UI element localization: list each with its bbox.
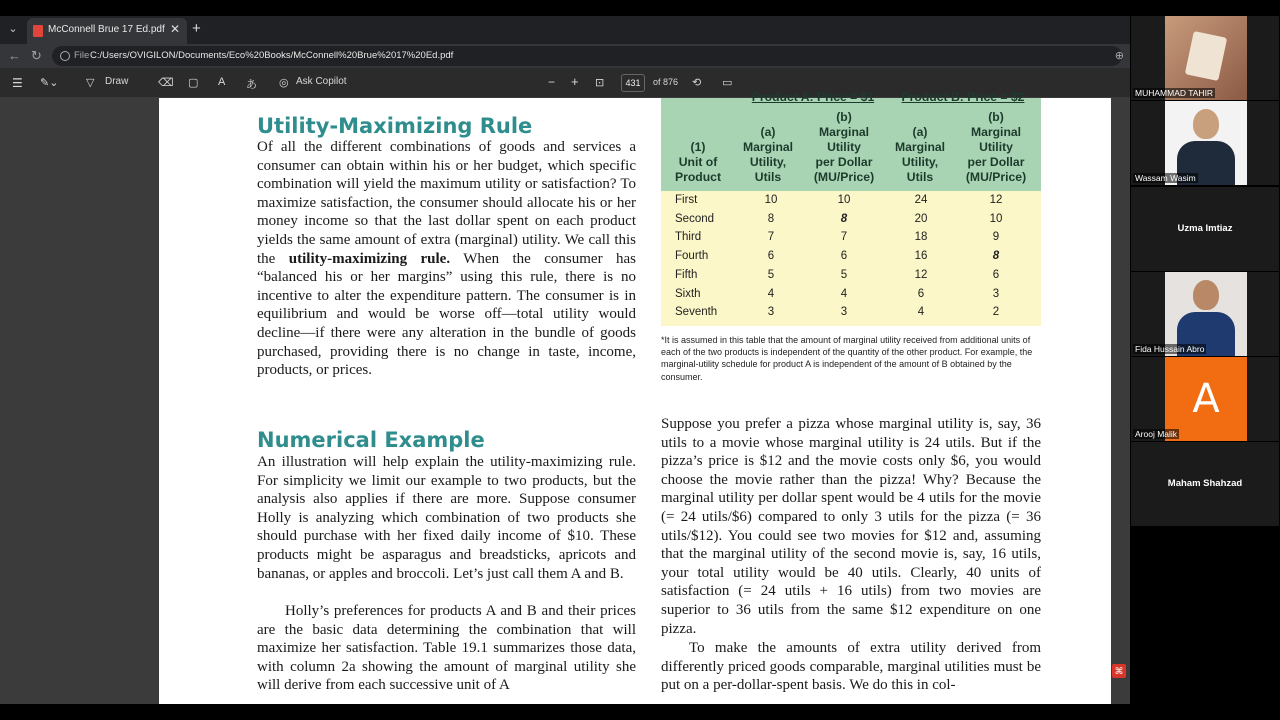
reload-icon[interactable]: ↻ [31, 48, 42, 63]
table-cell-b-mup: 12 [989, 194, 1003, 206]
table-cell-b-mu: 24 [914, 194, 928, 206]
pdf-file-icon [33, 25, 43, 37]
table-cell-a-mu: 5 [767, 268, 775, 281]
draw-button[interactable]: Draw [105, 76, 129, 87]
table-cell-b-mup: 2 [992, 306, 1000, 319]
paragraph-pizza-movie: Suppose you prefer a pizza whose marginal utility is, say, 36 utils to a movie whose marginal utility is 24 utils. But if the pizza’s price is $12 and the movie costs only $6, you would choose the movie rather than the pizza! Why? Because the marginal utility per dollar spent would be 4 utils for the movie (= 24 utils/$6) compared to only 3 utils for the pizza (= 36 utils/$12). You could see two movies for $12 and, assuming that the marginal utility of the second movie is, say, 16 utils, your total utility would be 40 utils. Clearly, 40 units of satisfaction (= 24 utils + 16 utils) from two movies are superior to 36 utils from the same $12 expenditure on one pizza. [661, 416, 1041, 637]
participant-name: Arooj Malik [1135, 429, 1178, 439]
table-cell-b-mu: 20 [914, 212, 928, 225]
ask-copilot-button[interactable]: Ask Copilot [296, 76, 347, 87]
participant-tile[interactable] [1131, 442, 1279, 526]
address-bar [0, 44, 1130, 68]
participant-name: Wassam Wasim [1135, 173, 1196, 183]
group-header-product-a: Product A: Price = $1 [751, 90, 875, 104]
eraser-icon[interactable]: ⌫ [158, 77, 174, 89]
participant-tile[interactable] [1131, 16, 1279, 100]
adobe-acrobat-icon[interactable]: ⌘ [1112, 664, 1126, 678]
bottom-bar [0, 704, 1280, 720]
participant-tile[interactable] [1131, 272, 1279, 356]
contents-icon[interactable]: ☰ [12, 76, 23, 90]
tab-bar [0, 16, 1130, 44]
col-header-b-mu: (a) Marginal Utility, Utils [894, 125, 946, 184]
table-cell-b-mup: 8 [992, 250, 1000, 263]
table-footnote: *It is assumed in this table that the amount of marginal utility received from additional units of each of the two products is independent of the quantity of the other product. For example, the marginal-utility schedule for product A is independent of the amount of B obtained by the consumer. [661, 335, 1033, 382]
participant-name: MUHAMMAD TAHIR [1135, 88, 1214, 98]
tab-search-icon[interactable]: ⌄ [8, 23, 18, 35]
table-cell-a-mu: 3 [767, 306, 775, 319]
participant-name: Fida Hussain Abro [1135, 344, 1205, 354]
draw-icon[interactable]: ▽ [86, 77, 95, 89]
paragraph-utility-rule: Of all the different combinations of goods and services a consumer can obtain within his or her budget, which specific combination will yield the maximum utility or satisfaction? To maximize satisfaction, the consumer should allocate his or her money income so that the last dollar spent on each product yields the same amount of extra (marginal) utility. We call this the utility-maximizing rule. When the consumer has “balanced his or her margins” using this rule, there is no incentive to alter the expenditure pattern. The consumer is in equilibrium and would be worse off—total utility would decline—if there were any alteration in the bundle of goods purchased, providing there is no change in taste, income, products, or prices. [257, 139, 637, 379]
pdf-page [159, 90, 1111, 704]
table-cell-a-mup: 10 [837, 194, 851, 206]
heading-numerical-example: Numerical Example [257, 428, 485, 452]
table-cell-b-mu: 4 [917, 306, 925, 319]
col-header-a-mu: (a) Marginal Utility, Utils [742, 125, 794, 184]
zoom-in-icon[interactable]: + [571, 74, 579, 89]
table-cell-a-mup: 8 [840, 212, 848, 225]
table-cell-a-mu: 6 [767, 250, 775, 263]
table-cell-a-mu: 4 [767, 287, 775, 300]
table-cell-unit: Third [675, 231, 702, 244]
table-cell-b-mup: 3 [992, 287, 1000, 300]
read-aloud-icon[interactable]: A [218, 76, 226, 88]
url-field[interactable] [52, 46, 1122, 66]
meeting-participants-panel [1130, 0, 1280, 720]
table-cell-b-mup: 9 [992, 231, 1000, 244]
rotate-icon[interactable]: ⟲ [692, 77, 702, 89]
table-cell-a-mup: 7 [840, 231, 848, 244]
person-avatar [1193, 280, 1219, 310]
table-cell-b-mu: 18 [914, 231, 928, 244]
tab-title: McConnell Brue 17 Ed.pdf [48, 24, 165, 35]
table-cell-unit: Sixth [675, 287, 701, 300]
table-cell-b-mup: 10 [989, 212, 1003, 225]
col-header-unit: (1) Unit of Product [674, 140, 722, 184]
table-cell-a-mu: 10 [764, 194, 778, 206]
paragraph-illustration: An illustration will help explain the utility-maximizing rule. For simplicity we limit our example to two products, but the analysis also applies if there are more. Suppose consumer Holly is analyzing which combination of two products she should purchase with her fixed daily income of $10. These products might be asparagus and breadsticks, apricots and bananas, or apples and broccoli. Let’s just call them A and B. [257, 454, 636, 582]
table-cell-unit: Second [675, 212, 715, 225]
table-cell-a-mup: 6 [840, 250, 848, 263]
back-icon[interactable]: ← [8, 48, 21, 63]
participant-name: Maham Shahzad [1167, 478, 1243, 489]
marginal-utility-table [661, 90, 1041, 326]
zoom-out-icon[interactable]: − [548, 75, 556, 89]
browser-window [0, 16, 1130, 704]
text-box-icon[interactable]: ▢ [188, 77, 199, 89]
table-cell-b-mu: 16 [914, 250, 928, 263]
person-avatar [1193, 109, 1219, 139]
pdf-viewer[interactable] [0, 90, 1130, 704]
table-cell-unit: Seventh [675, 306, 718, 319]
highlight-icon[interactable]: ✎⌄ [40, 77, 59, 89]
page-total: of 876 [653, 77, 679, 87]
page-number-input[interactable]: 431 [621, 74, 645, 92]
table-cell-b-mu: 12 [914, 268, 928, 281]
table-cell-b-mup: 6 [992, 268, 1000, 281]
group-header-product-b: Product B: Price = $2 [901, 90, 1025, 104]
participant-tile[interactable] [1131, 357, 1279, 441]
avatar: A [1165, 357, 1247, 441]
close-tab-icon[interactable]: ✕ [169, 22, 180, 36]
tab-pdf[interactable] [27, 18, 187, 44]
table-cell-a-mup: 4 [840, 287, 848, 300]
url-path: C:/Users/OVIGILON/Documents/Eco%20Books/McConnell%20Brue%2017%20Ed.pdf [90, 50, 454, 61]
new-tab-icon[interactable]: + [192, 20, 201, 37]
table-cell-a-mup: 3 [840, 306, 848, 319]
heading-utility-maximizing-rule: Utility-Maximizing Rule [257, 114, 533, 138]
translate-icon[interactable]: あ [246, 79, 257, 91]
table-cell-b-mu: 6 [917, 287, 925, 300]
table-cell-unit: Fifth [675, 268, 698, 281]
participant-name: Uzma Imtiaz [1177, 223, 1233, 234]
table-cell-unit: First [675, 194, 698, 206]
participant-tile[interactable] [1131, 187, 1279, 271]
table-cell-unit: Fourth [675, 250, 709, 263]
copilot-icon[interactable]: ◎ [279, 77, 289, 89]
bold-term: utility-maximizing rule. [288, 250, 451, 267]
fit-page-icon[interactable]: ⊡ [595, 77, 605, 89]
table-header [661, 90, 1041, 191]
participant-tile[interactable] [1131, 101, 1279, 185]
paragraph-preferences: Holly’s preferences for products A and B and their prices are the basic data determining the combination that will maximize her satisfaction. Table 19.1 summarizes those data, with column 2a showing the amount of marginal utility she will derive from each successive unit of A [257, 603, 636, 694]
url-scheme: File [74, 50, 90, 61]
table-cell-a-mup: 5 [840, 268, 848, 281]
zoom-icon[interactable]: ⊕ [1114, 50, 1124, 62]
site-info-icon[interactable] [60, 51, 70, 61]
paragraph-per-dollar: To make the amounts of extra utility derived from differently priced goods comparable, marginal utilities must be put on a per-dollar-spent basis. We do this in col- [661, 640, 1041, 694]
col-header-b-mup: (b) Marginal Utility per Dollar (MU/Price) [965, 110, 1027, 184]
page-view-icon[interactable]: ▭ [722, 77, 733, 89]
col-header-a-mup: (b) Marginal Utility per Dollar (MU/Price) [813, 110, 875, 184]
table-cell-a-mu: 8 [767, 212, 775, 225]
table-cell-a-mu: 7 [767, 231, 775, 244]
